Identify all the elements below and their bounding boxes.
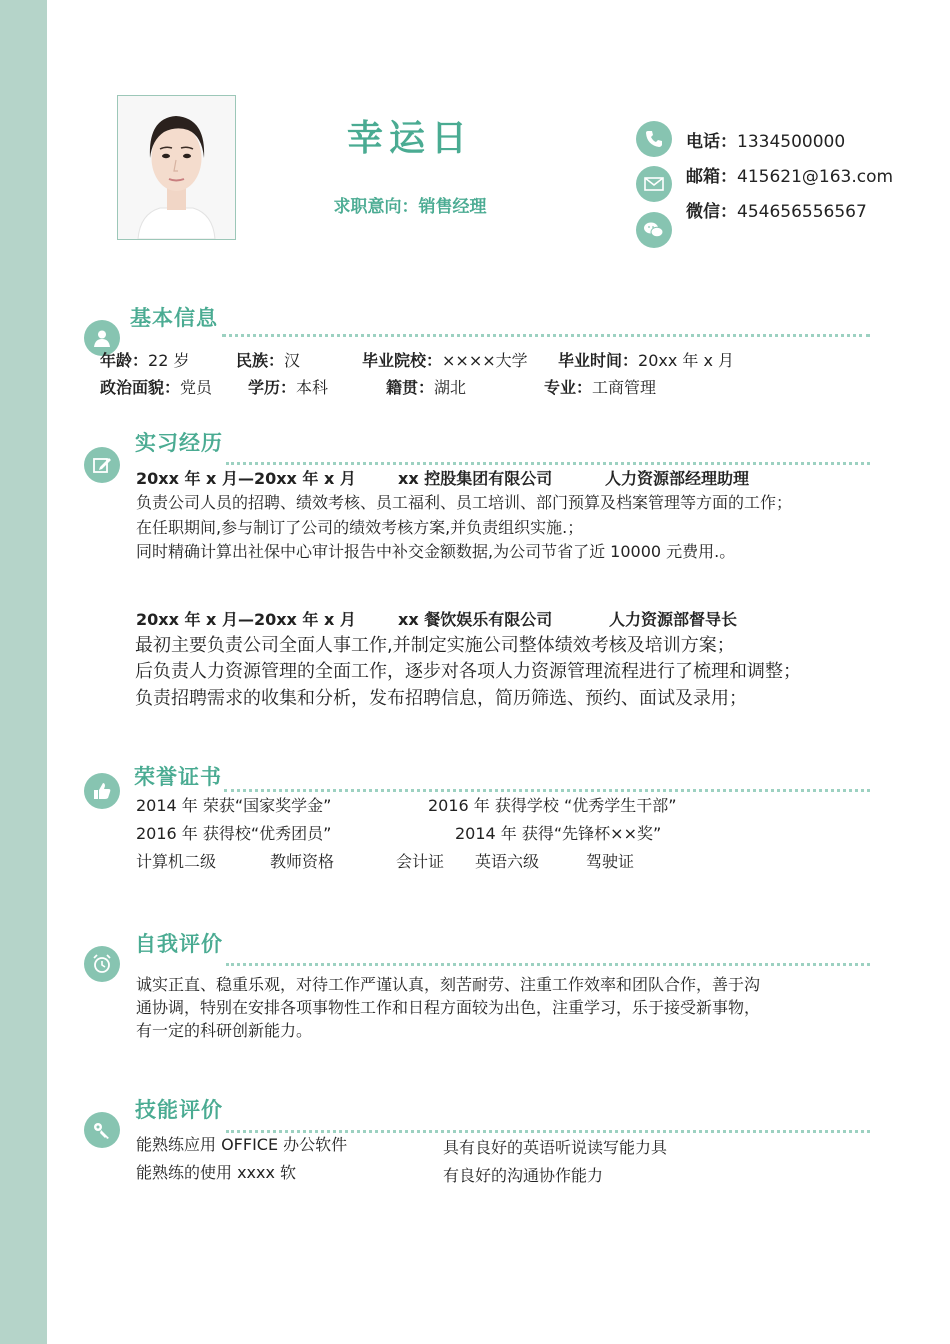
honor-item: 2016 年 获得学校 “优秀学生干部” [428, 796, 677, 815]
job-company: xx 控股集团有限公司 [398, 469, 553, 488]
mail-icon [636, 166, 672, 202]
field-ethnicity [236, 348, 300, 371]
section-divider [226, 963, 870, 966]
field-degree [248, 375, 328, 398]
phone-label: 电话： [686, 132, 737, 152]
field-label: 毕业时间： [558, 351, 639, 370]
field-value: 工商管理 [592, 378, 657, 397]
phone-value: 1334500000 [737, 132, 846, 152]
field-label: 政治面貌： [100, 378, 181, 397]
job-duty-line: 负责招聘需求的收集和分析，发布招聘信息，简历筛选、预约、面试及录用； [135, 688, 747, 709]
section-divider [224, 789, 870, 792]
skill-item: 具有良好的英语听说读写能力具 [443, 1138, 668, 1157]
left-decor-bar [0, 0, 47, 1344]
self-eval-line: 有一定的科研创新能力。 [136, 1021, 313, 1040]
field-graduation [558, 348, 734, 371]
field-label: 专业： [544, 378, 593, 397]
job-period: 20xx 年 x 月—20xx 年 x 月 [136, 610, 356, 629]
field-label: 学历： [248, 378, 297, 397]
field-value: 22 岁 [148, 351, 190, 370]
section-divider [222, 334, 870, 337]
field-label: 年龄： [100, 351, 149, 370]
job-objective: 求职意向：销售经理 [333, 197, 487, 217]
job-duty-line: 后负责人力资源管理的全面工作，逐步对各项人力资源管理流程进行了梳理和调整； [135, 661, 801, 682]
field-label: 民族： [236, 351, 285, 370]
job-duty-line: 最初主要负责公司全面人事工作,并制定实施公司整体绩效考核及培训方案； [135, 635, 735, 656]
section-divider [226, 462, 870, 465]
certificate-item: 教师资格 [270, 852, 335, 871]
certificate-item: 英语六级 [475, 852, 540, 871]
section-title-skills: 技能评价 [135, 1098, 223, 1122]
wechat-value: 454656556567 [737, 202, 867, 222]
field-label: 毕业院校： [362, 351, 443, 370]
email-label: 邮箱： [686, 167, 737, 187]
job-role: 人力资源部督导长 [609, 610, 738, 629]
field-hometown [386, 375, 466, 398]
field-political [100, 375, 212, 398]
job-role: 人力资源部经理助理 [605, 469, 750, 488]
job-period: 20xx 年 x 月—20xx 年 x 月 [136, 469, 356, 488]
section-title-internship: 实习经历 [135, 431, 223, 455]
field-value: ××××大学 [442, 351, 528, 370]
honor-item: 2014 年 荣获“国家奖学金” [136, 796, 332, 815]
field-value: 20xx 年 x 月 [638, 351, 735, 370]
self-eval-line: 诚实正直、稳重乐观，对待工作严谨认真，刻苦耐劳、注重工作效率和团队合作，善于沟 [136, 975, 761, 994]
field-school [362, 348, 528, 371]
wechat-icon [636, 212, 672, 248]
skill-item: 有良好的沟通协作能力 [443, 1166, 604, 1185]
wechat-label: 微信： [686, 202, 737, 222]
key-icon [84, 1112, 120, 1148]
field-value: 汉 [284, 351, 301, 370]
field-value: 本科 [296, 378, 329, 397]
honor-item: 2014 年 获得“先锋杯××奖” [455, 824, 662, 843]
edit-icon [84, 447, 120, 483]
phone-icon [636, 121, 672, 157]
field-value: 湖北 [434, 378, 467, 397]
job-duty-line: 同时精确计算出社保中心审计报告中补交金额数据,为公司节省了近 10000 元费用.。 [136, 542, 736, 561]
section-title-self-evaluation: 自我评价 [135, 932, 223, 956]
skill-item: 能熟练应用 OFFICE 办公软件 [136, 1135, 348, 1154]
certificate-item: 会计证 [396, 852, 445, 871]
profile-photo [117, 95, 236, 240]
field-major [544, 375, 656, 398]
section-title-honors: 荣誉证书 [134, 765, 222, 789]
job-duty-line: 负责公司人员的招聘、绩效考核、员工福利、员工培训、部门预算及档案管理等方面的工作； [136, 493, 793, 512]
certificate-item: 计算机二级 [136, 852, 217, 871]
field-value: 党员 [180, 378, 213, 397]
self-eval-line: 通协调，特别在安排各项事物性工作和日程方面较为出色，注重学习，乐于接受新事物， [136, 998, 761, 1017]
email-line [686, 162, 893, 187]
wechat-line [686, 197, 867, 222]
honor-item: 2016 年 获得校“优秀团员” [136, 824, 332, 843]
thumbs-up-icon [84, 773, 120, 809]
phone-line [686, 127, 845, 152]
job-duty-line: 在任职期间,参与制订了公司的绩效考核方案,并负责组织实施.； [136, 518, 584, 537]
skill-item: 能熟练的使用 xxxx 软 [136, 1163, 297, 1182]
section-title-basic-info: 基本信息 [130, 306, 218, 330]
alarm-clock-icon [84, 946, 120, 982]
email-value: 415621@163.com [737, 167, 894, 187]
field-label: 籍贯： [386, 378, 435, 397]
field-age [100, 348, 189, 371]
certificate-item: 驾驶证 [586, 852, 635, 871]
job-company: xx 餐饮娱乐有限公司 [398, 610, 553, 629]
candidate-name: 幸运日 [346, 117, 473, 159]
